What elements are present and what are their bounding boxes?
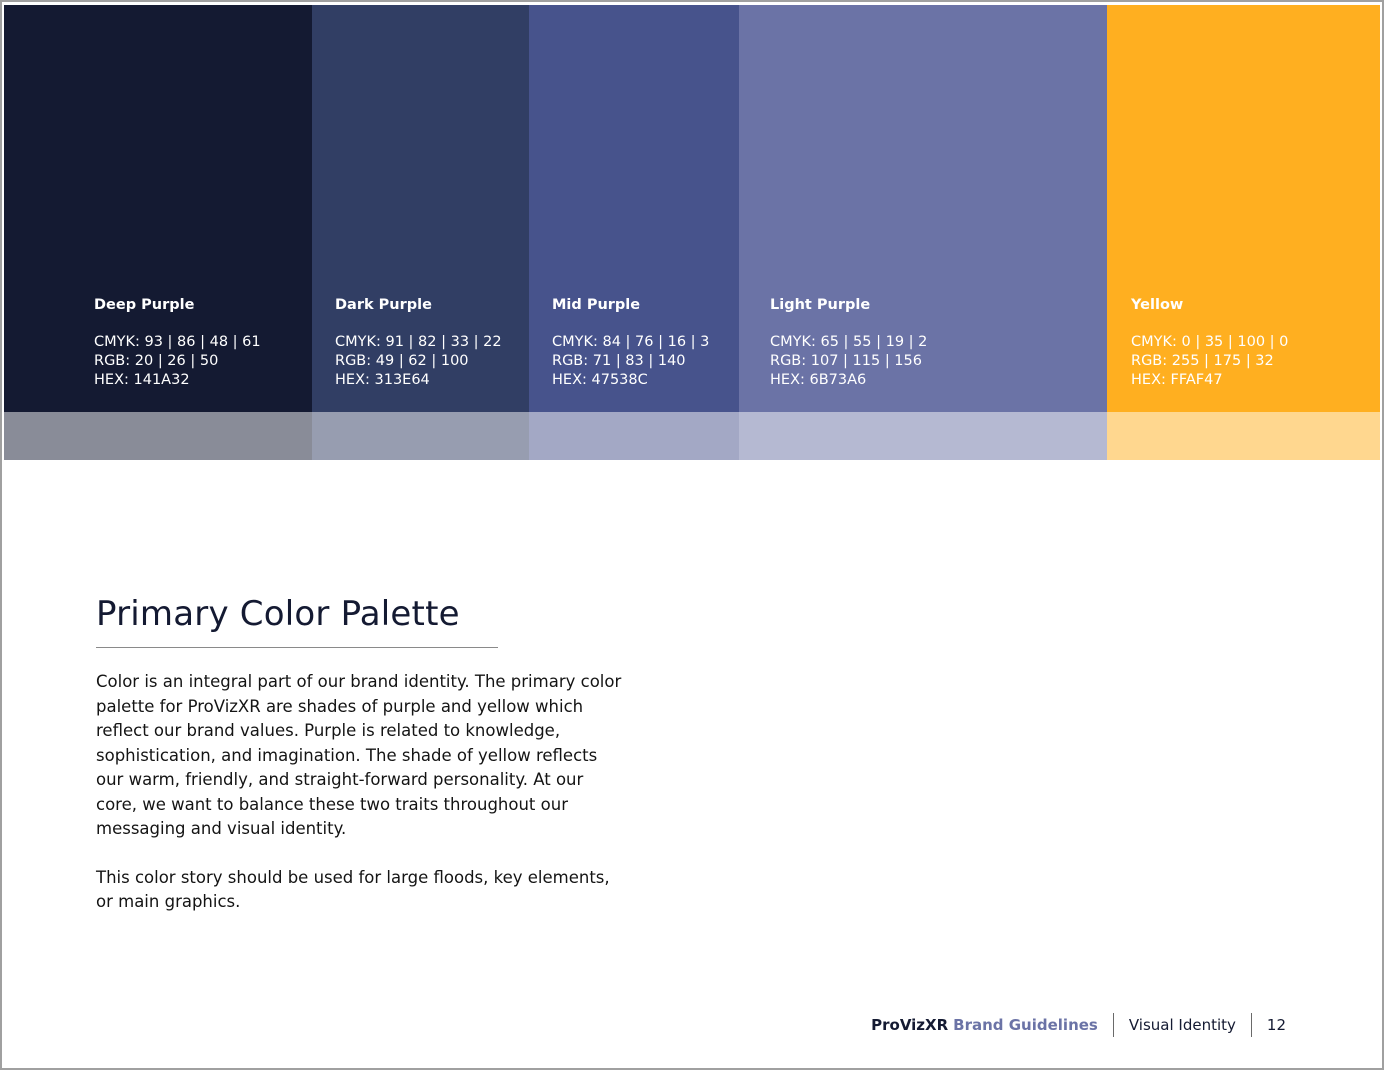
footer-guidelines: Brand Guidelines — [953, 1016, 1098, 1034]
body-paragraph: This color story should be used for large floods, key elements, or main graphics. — [96, 867, 610, 911]
footer-divider — [1113, 1013, 1114, 1037]
content-section — [96, 592, 636, 939]
swatch-tint-block — [739, 412, 1107, 460]
page-footer — [871, 1013, 1286, 1037]
swatch-light-purple — [739, 5, 1107, 460]
swatch-info — [1131, 296, 1288, 390]
swatch-tint-block — [1107, 412, 1380, 460]
footer-section: Visual Identity — [1128, 1016, 1236, 1034]
swatch-hex: HEX: FFAF47 — [1131, 372, 1223, 388]
swatch-tint-block — [529, 412, 739, 460]
swatch-cmyk: CMYK: 65 | 55 | 19 | 2 — [770, 334, 928, 350]
footer-brand: ProVizXR — [871, 1016, 949, 1034]
swatch-mid-purple — [529, 5, 739, 460]
swatch-yellow — [1107, 5, 1380, 460]
swatch-cmyk: CMYK: 84 | 76 | 16 | 3 — [552, 334, 710, 350]
swatch-name: Yellow — [1131, 297, 1184, 313]
swatch-hex: HEX: 313E64 — [335, 372, 430, 388]
swatch-rgb: RGB: 49 | 62 | 100 — [335, 353, 469, 369]
page-number: 12 — [1266, 1016, 1286, 1034]
swatch-name: Dark Purple — [335, 297, 432, 313]
swatch-deep-purple — [4, 5, 312, 460]
page-title: Primary Color Palette — [96, 594, 460, 634]
swatch-info — [94, 296, 261, 390]
swatch-info — [335, 296, 502, 390]
swatch-tint-block — [4, 412, 312, 460]
swatch-info — [770, 296, 927, 390]
swatch-rgb: RGB: 20 | 26 | 50 — [94, 353, 219, 369]
swatch-cmyk: CMYK: 0 | 35 | 100 | 0 — [1131, 334, 1289, 350]
swatch-tint-block — [312, 412, 529, 460]
swatch-name: Deep Purple — [94, 297, 195, 313]
swatch-rgb: RGB: 255 | 175 | 32 — [1131, 353, 1274, 369]
body-paragraph: Color is an integral part of our brand identity. The primary color palette for ProVizXR are shades of purple and yellow which reflect our brand values. Purple is related to knowledge, sophistication, and imagination. The shade of yellow reflects our warm, friendly, and straight-forward personality. At our core, we want to balance these two traits throughout our messaging and visual identity. — [96, 672, 622, 838]
swatch-hex: HEX: 47538C — [552, 372, 648, 388]
swatch-cmyk: CMYK: 91 | 82 | 33 | 22 — [335, 334, 502, 350]
color-palette — [4, 5, 1380, 460]
swatch-name: Light Purple — [770, 297, 871, 313]
swatch-rgb: RGB: 107 | 115 | 156 — [770, 353, 922, 369]
swatch-dark-purple — [312, 5, 529, 460]
swatch-hex: HEX: 141A32 — [94, 372, 190, 388]
swatch-info — [552, 296, 709, 390]
swatch-name: Mid Purple — [552, 297, 641, 313]
footer-divider — [1251, 1013, 1252, 1037]
title-divider — [96, 647, 498, 648]
swatch-rgb: RGB: 71 | 83 | 140 — [552, 353, 686, 369]
swatch-hex: HEX: 6B73A6 — [770, 372, 867, 388]
swatch-cmyk: CMYK: 93 | 86 | 48 | 61 — [94, 334, 261, 350]
